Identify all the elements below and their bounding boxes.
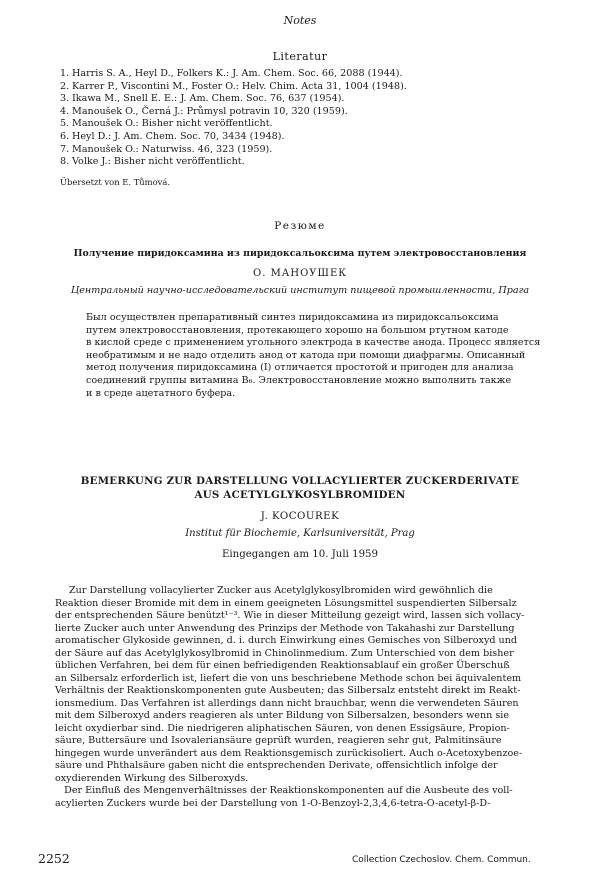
resume-line: путем электровосстановления, протекающего хорошо на большом ртутном катоде: [86, 324, 509, 336]
running-head: Notes: [283, 14, 317, 27]
body-line: der Säure auf das Acetylglykosylbromid in Chinolinmedium. Zum Unterschied von dem bisher: [55, 647, 514, 659]
body-line: säure und Phthalsäure gaben nicht die entsprechenden Derivate, offensichtlich infolge der: [55, 760, 498, 771]
resume-title: Получение пиридоксамина из пиридоксальоксима путем электровосстановления: [73, 248, 527, 259]
reference-item: 7. Manoušek O.: Naturwiss. 46, 323 (1959).: [60, 143, 273, 155]
article-body: [55, 585, 555, 810]
body-line: hingegen wurde unverändert aus dem Reaktionsgemisch zurückisoliert. Auch o-Acetoxybenzoe-: [55, 747, 523, 759]
reference-item: 5. Manoušek O.: Bisher nicht veröffentlicht.: [60, 118, 273, 130]
body-line: aromatischer Glykoside gewinnen, d. i. durch Einwirkung eines Gemisches von Silberoxyd und: [55, 635, 518, 646]
article-author: J. KOCOUREK: [260, 511, 340, 522]
reference-item: 4. Manoušek O., Černá J.: Průmysl potravin 10, 320 (1959).: [60, 105, 348, 117]
body-line: acylierten Zuckers wurde bei der Darstellung von 1-O-Benzoyl-2,3,4,6-tetra-O-acetyl-β-D-: [55, 797, 491, 809]
article-institute: Institut für Biochemie, Karlsuniversität, Prag: [185, 528, 415, 539]
body-line: säure, Buttersäure und Isovaleriansäure geprüft wurden, reagieren sehr gut, Palmitinsäure: [55, 735, 502, 746]
resume-author: О. МАНОУШЕК: [253, 268, 347, 279]
body-line: mit dem Silberoxyd anders reagieren als unter Bildung von Silbersalzen, besonders wenn sie: [55, 710, 510, 721]
resume-line: необратимым и не надо отделить анод от катода при помощи диафрагмы. Описанный: [86, 349, 526, 361]
reference-item: 3. Ikawa M., Snell E. E.: J. Am. Chem. Soc. 76, 637 (1954).: [60, 93, 345, 105]
body-line: ionsmedium. Das Verfahren ist allerdings dann nicht brauchbar, wenn die verwendeten Säuren: [55, 697, 519, 709]
body-line: Verhältnis der Reaktionskomponenten gute Ausbeuten; das Silbersalz entsteht direkt im Reakt-: [55, 685, 521, 696]
resume-heading: Резюме: [274, 220, 326, 232]
resume-institute: Центральный научно-исследовательский институт пищевой промышленности, Прага: [70, 285, 530, 296]
article-title-line-2: AUS ACETYLGLYKOSYLBROMIDEN: [194, 489, 406, 501]
resume-line: Был осуществлен препаративный синтез пиридоксамина из пиридоксальоксима: [86, 312, 499, 323]
translator-note: Übersetzt von E. Tůmová.: [60, 177, 171, 187]
body-line: der entsprechenden Säure benützt¹⁻³. Wie in dieser Mitteilung gezeigt wird, lassen sich vollacy-: [55, 610, 525, 621]
reference-item: 6. Heyl D.: J. Am. Chem. Soc. 70, 3434 (1948).: [60, 130, 285, 142]
resume-line: соединений группы витамина B₆. Электровосстановление можно выполнить также: [86, 374, 512, 386]
body-line: Zur Darstellung vollacylierter Zucker aus Acetylglykosylbromiden wird gewöhnlich die: [69, 585, 493, 596]
reference-item: 1. Harris S. A., Heyl D., Folkers K.: J. Am. Chem. Soc. 66, 2088 (1944).: [60, 68, 403, 79]
literature-heading: Literatur: [272, 50, 328, 63]
received-date: Eingegangen am 10. Juli 1959: [221, 549, 379, 560]
reference-item: 8. Volke J.: Bisher nicht veröffentlicht.: [60, 156, 245, 168]
article-title: [0, 474, 600, 502]
journal-name: Collection Czechoslov. Chem. Commun.: [352, 855, 531, 865]
resume-line: в кислой среде с применением угольного электрода в качестве анода. Процесс является: [86, 337, 541, 349]
body-line: leicht oxydierbar sind. Die niedrigeren aliphatischen Säuren, von denen Essigsäure, Propion-: [55, 722, 510, 734]
body-line: lierte Zucker auch unter Anwendung des Prinzips der Methode von Takahashi zur Darstellung: [55, 622, 515, 634]
body-line: an Silbersalz erforderlich ist, liefert die von uns beschriebene Methode schon bei äquivalentem: [55, 672, 522, 684]
resume-line: и в среде ацетатного буфера.: [86, 387, 236, 399]
resume-line: метод получения пиридоксамина (I) отличается простотой и пригоден для анализа: [86, 362, 514, 374]
reference-item: 2. Karrer P., Viscontini M., Foster O.: Helv. Chim. Acta 31, 1004 (1948).: [60, 80, 407, 92]
body-line: oxydierenden Wirkung des Silberoxyds.: [55, 772, 249, 784]
reference-list: [60, 68, 540, 169]
body-line: üblichen Verfahren, bei dem für einen befriedigenden Reaktionsablauf ein großer Überschuß: [55, 660, 510, 671]
page-number: 2252: [38, 851, 70, 866]
resume-body: [86, 312, 541, 400]
body-line: Der Einfluß des Mengenverhältnisses der Reaktionskomponenten auf die Ausbeute des voll-: [55, 785, 513, 796]
body-line: Reaktion dieser Bromide mit dem in einem geeigneten Lösungsmittel suspendierten Silbersalz: [55, 597, 517, 609]
article-title-line-1: BEMERKUNG ZUR DARSTELLUNG VOLLACYLIERTER ZUCKERDERIVATE: [80, 475, 520, 487]
